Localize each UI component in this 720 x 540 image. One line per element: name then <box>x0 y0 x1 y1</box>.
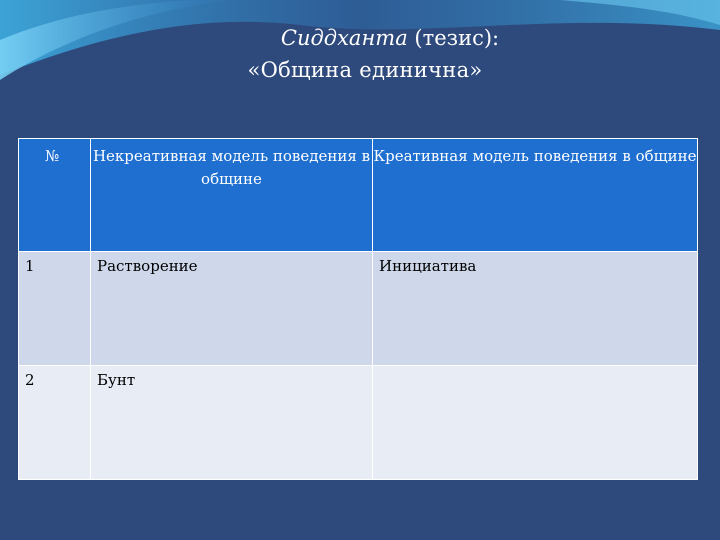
row-number: 2 <box>19 366 91 480</box>
title-suffix: (тезис): <box>407 26 500 50</box>
table-row <box>19 366 698 480</box>
header-noncreative: Некреативная модель поведения в общине <box>91 139 373 252</box>
row-number: 1 <box>19 252 91 366</box>
creative-cell: Инициатива <box>373 252 698 366</box>
noncreative-cell: Растворение <box>91 252 373 366</box>
creative-cell <box>373 366 698 480</box>
table-row <box>19 252 698 366</box>
behavior-models-table <box>18 138 698 480</box>
table-header-row <box>19 139 698 252</box>
slide-title <box>0 22 720 86</box>
noncreative-cell: Бунт <box>91 366 373 480</box>
title-line-2: «Община единична» <box>247 58 483 82</box>
header-creative: Креативная модель поведения в общине <box>373 139 698 252</box>
title-term: Сиддханта <box>280 26 408 50</box>
header-number: № <box>19 139 91 252</box>
title-line-1 <box>60 22 720 54</box>
